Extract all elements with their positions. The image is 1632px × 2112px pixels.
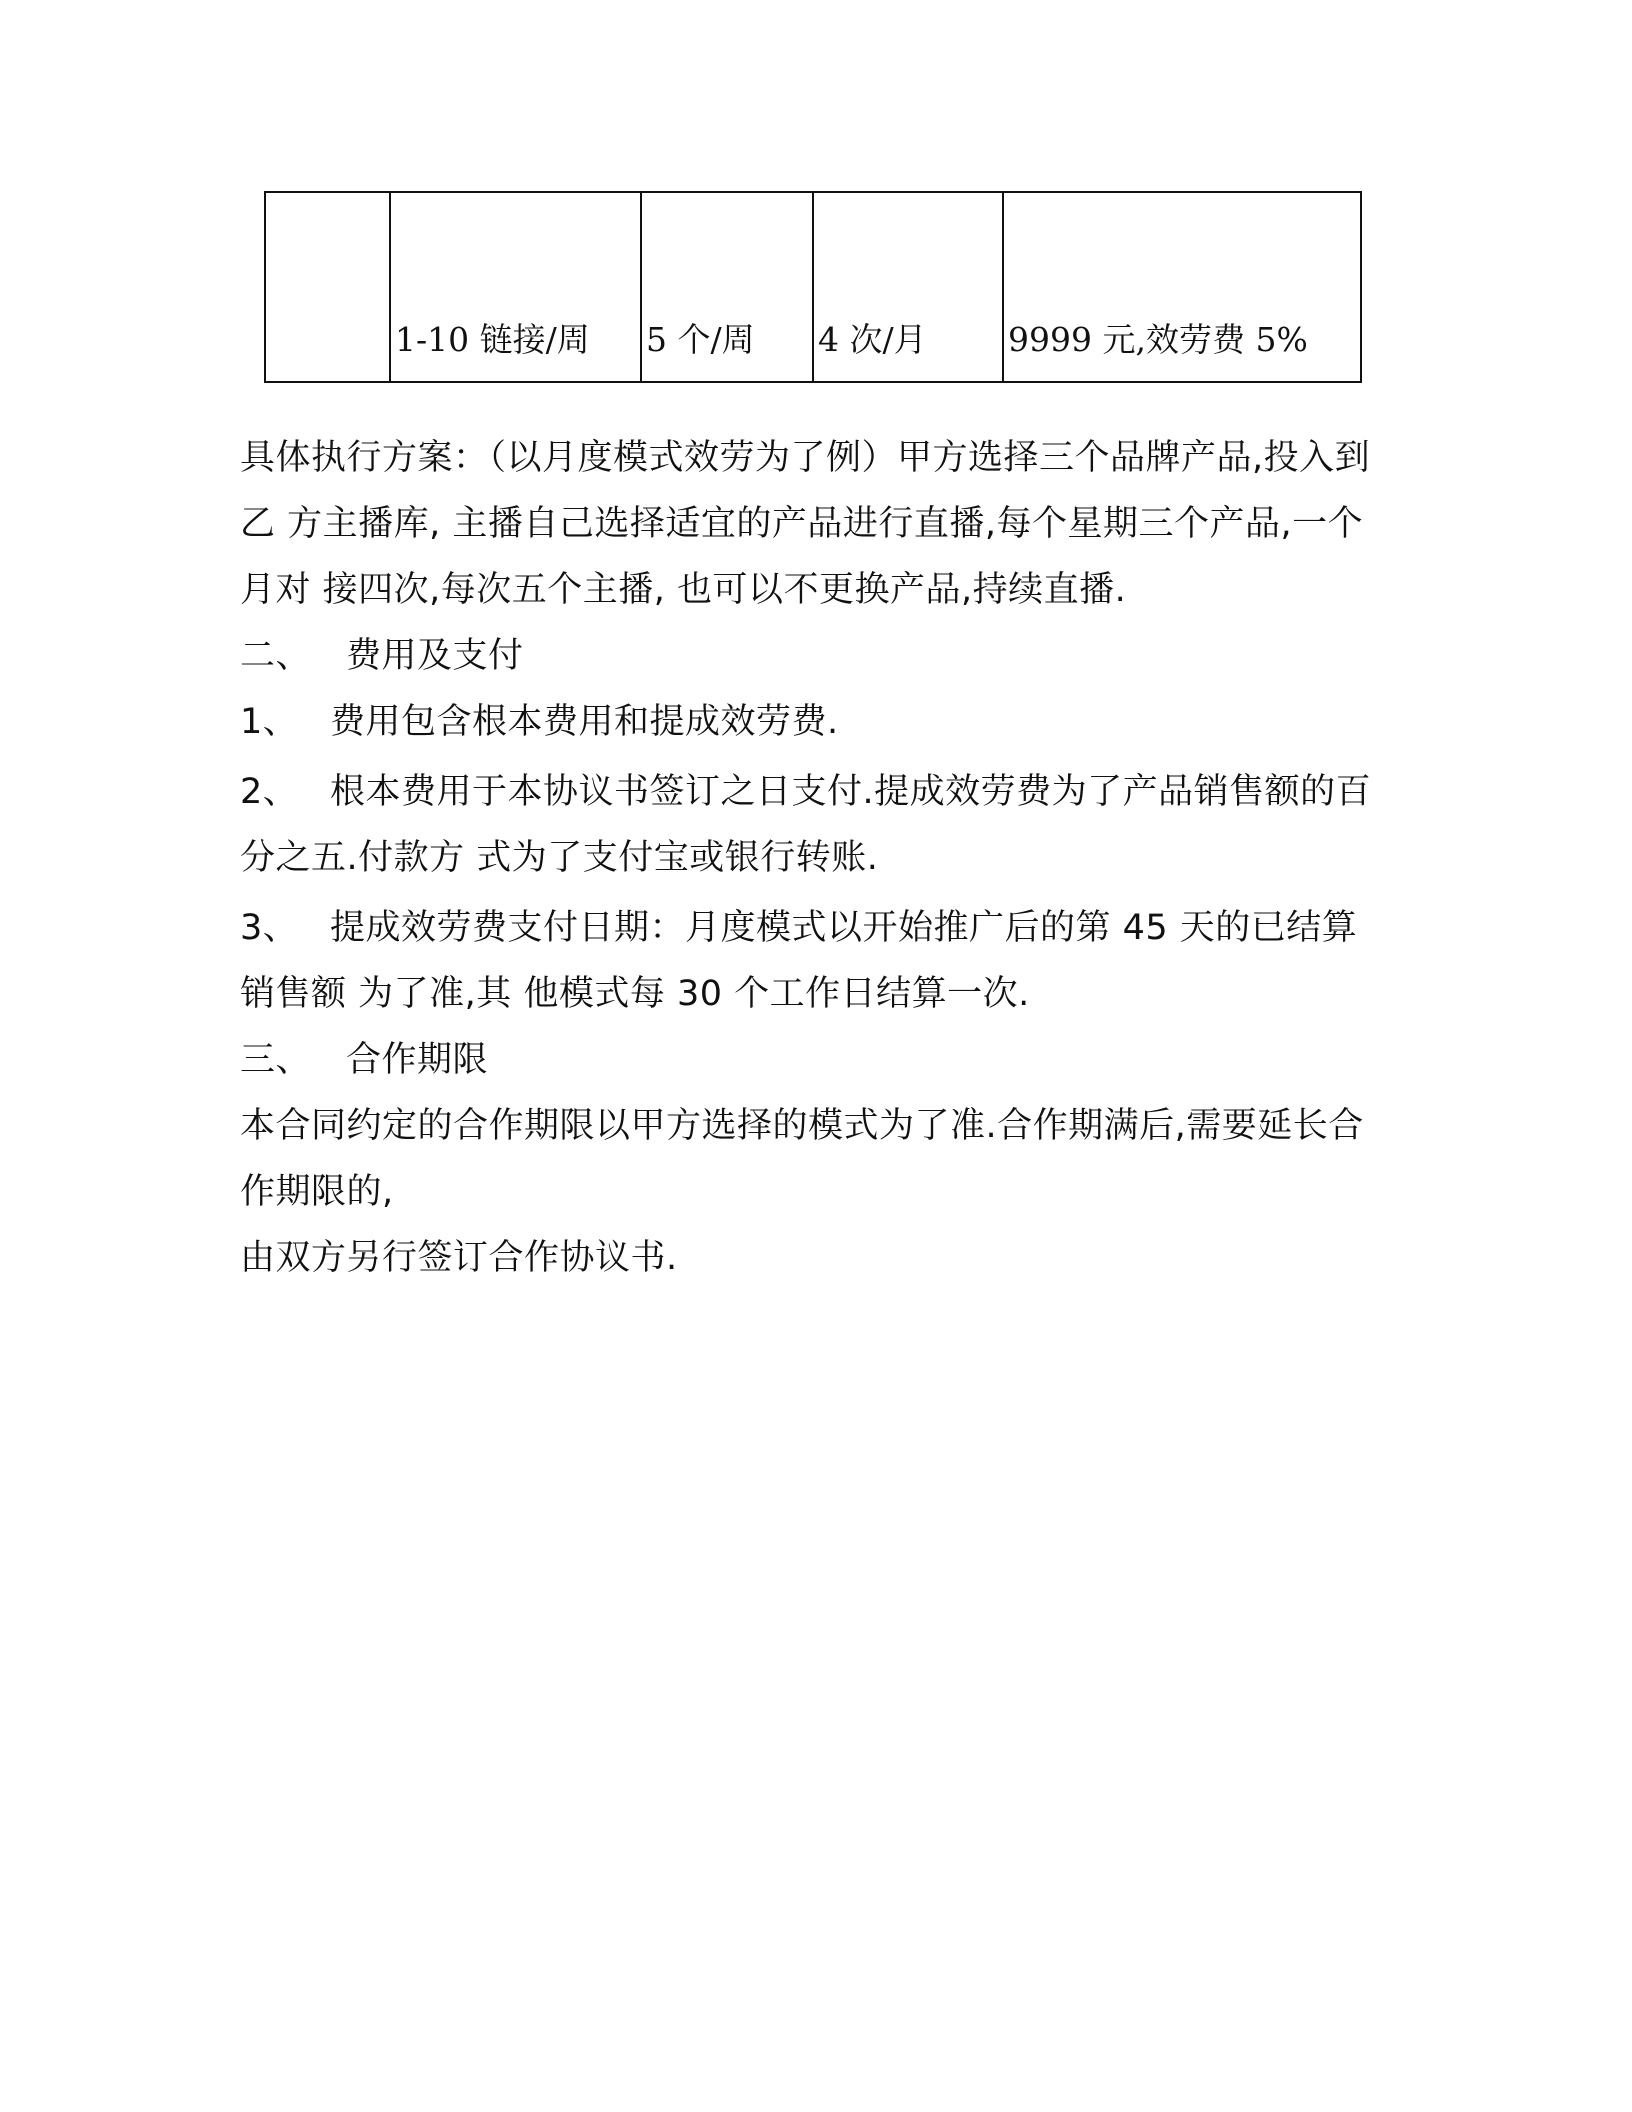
table-cell [265,192,390,382]
section-title: 费用及支付 [346,636,524,676]
item-text: 根本费用于本协议书签订之日支付.提成效劳费为了产品销售额的百分之五.付款方 式为了支付宝或银行转账. [240,772,1372,878]
item-text: 提成效劳费支付日期：月度模式以开始推广后的第 45 天的已结算销售额 为了准,其 他模式每 30 个工作日结算一次. [240,908,1358,1014]
list-item [240,759,1390,891]
term-paragraph-end: 由双方另行签订合作协议书. [240,1238,678,1278]
item-number: 2、 [240,772,299,812]
document-body [240,425,1400,1291]
section-title: 合作期限 [346,1040,489,1080]
item-number: 1、 [240,702,299,742]
section-number: 二、 [240,636,312,676]
section-heading-term [240,1027,1390,1093]
item-text: 费用包含根本费用和提成效劳费. [330,702,839,742]
table-row [265,192,1361,382]
list-item [240,895,1390,1027]
execution-plan-paragraph: 具体执行方案：（以月度模式效劳为了例）甲方选择三个品牌产品,投入到乙 方主播库, 主播自己选择适宜的产品进行直播,每个星期三个产品,一个月对 接四次,每次五个主播, 也可以不更换产品,持续直播. [240,438,1371,610]
fee-table [264,191,1362,383]
section-heading-fees [240,623,1390,689]
table-cell: 5 个/周 [641,192,813,382]
table-cell: 9999 元,效劳费 5% [1003,192,1361,382]
section-number: 三、 [240,1040,312,1080]
list-item [240,689,1390,755]
table-cell: 1-10 链接/周 [390,192,641,382]
table-cell: 4 次/月 [813,192,1003,382]
item-number: 3、 [240,908,299,948]
term-paragraph: 本合同约定的合作期限以甲方选择的模式为了准.合作期满后,需要延长合 作期限的, [240,1106,1400,1212]
